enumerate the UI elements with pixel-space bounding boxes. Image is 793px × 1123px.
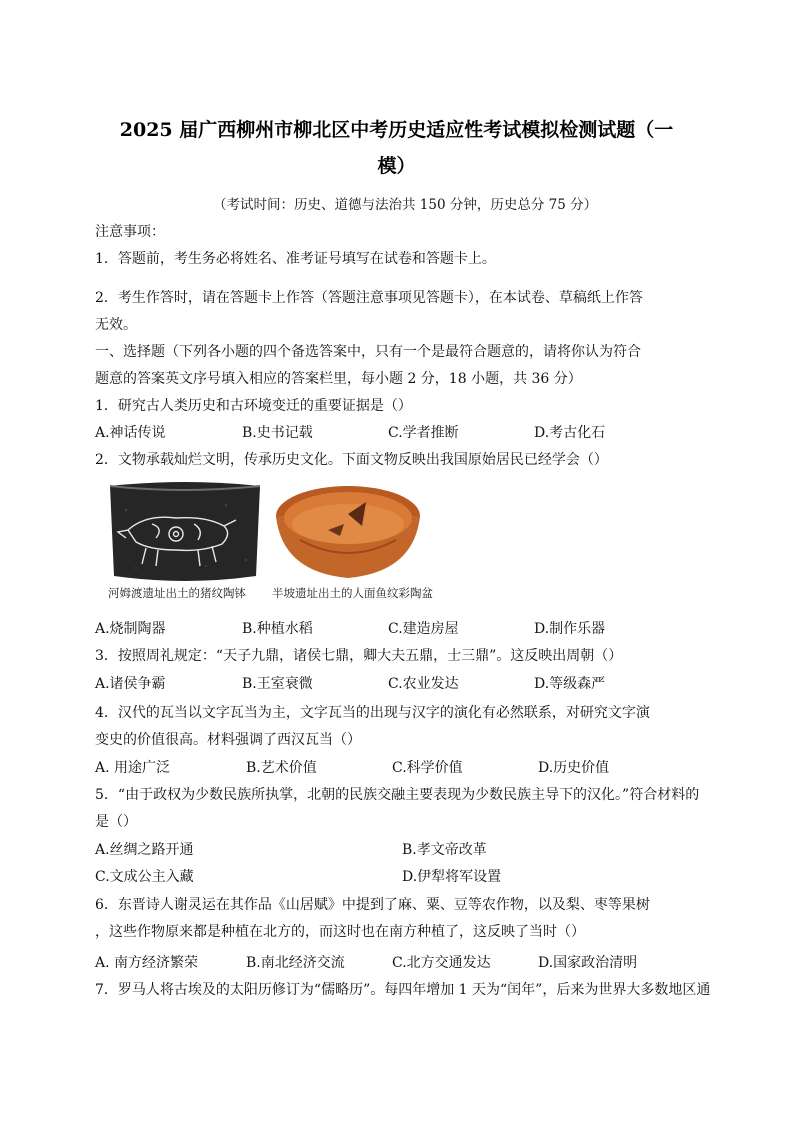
question-4-option-a[interactable]: A. 用途广泛	[95, 760, 171, 776]
question-5-stem: 5．“由于政权为少数民族所执掌，北朝的民族交融主要表现为少数民族主导下的汉化。”符合材料的	[95, 787, 700, 803]
notice-item-1: 1．答题前，考生务必将姓名、准考证号填写在试卷和答题卡上。	[95, 251, 496, 267]
pottery-caption-hemudu: 河姆渡遗址出土的猪纹陶钵	[108, 586, 246, 600]
painted-basin-image	[270, 480, 450, 602]
question-6-option-c[interactable]: C.北方交通发达	[392, 955, 491, 971]
question-4-option-b[interactable]: B.艺术价值	[246, 760, 317, 776]
pottery-caption-banpo: 半坡遗址出土的人面鱼纹彩陶盆	[272, 586, 433, 600]
question-5-option-a[interactable]: A.丝绸之路开通	[95, 842, 194, 858]
notice-item-2: 2．考生作答时，请在答题卡上作答（答题注意事项见答题卡），在本试卷、草稿纸上作答	[95, 290, 643, 306]
question-1-option-d[interactable]: D.考古化石	[534, 425, 606, 441]
notice-heading: 注意事项：	[95, 224, 165, 240]
question-2-stem: 2．文物承载灿烂文明，传承历史文化。下面文物反映出我国原始居民已经学会（）	[95, 452, 608, 468]
question-3-option-b[interactable]: B.王室衰微	[242, 676, 313, 692]
question-5-option-b[interactable]: B.孝文帝改革	[402, 842, 487, 858]
question-1-stem: 1．研究古人类历史和古环境变迁的重要证据是（）	[95, 398, 412, 414]
section-heading: 一、选择题（下列各小题的四个备选答案中，只有一个是最符合题意的，请将你认为符合	[95, 344, 641, 360]
question-6-stem: 6．东晋诗人谢灵运在其作品《山居赋》中提到了麻、粟、豆等农作物，以及梨、枣等果树	[95, 897, 650, 913]
question-5-option-c[interactable]: C.文成公主入藏	[95, 869, 194, 885]
question-7-stem: 7．罗马人将古埃及的太阳历修订为“儒略历”。每四年增加 1 天为“闰年”，后来为世界大多数地区通	[95, 982, 711, 998]
question-2-option-d[interactable]: D.制作乐器	[534, 621, 606, 637]
question-1-option-c[interactable]: C.学者推断	[388, 425, 459, 441]
question-2-option-b[interactable]: B.种植水稻	[242, 621, 313, 637]
page-title: 2025 届广西柳州市柳北区中考历史适应性考试模拟检测试题（一	[119, 119, 674, 141]
question-4-option-c[interactable]: C.科学价值	[392, 760, 463, 776]
question-1-option-b[interactable]: B.史书记载	[242, 425, 313, 441]
question-2-option-a[interactable]: A.烧制陶器	[95, 621, 166, 637]
question-3-option-c[interactable]: C.农业发达	[388, 676, 459, 692]
question-3-stem: 3．按照周礼规定：“天子九鼎，诸侯七鼎，卿大夫五鼎，士三鼎”。这反映出周朝（）	[95, 648, 623, 664]
page-title-continued: 模）	[377, 155, 416, 177]
question-6-option-a[interactable]: A. 南方经济繁荣	[95, 955, 199, 971]
question-5-option-d[interactable]: D.伊犁将军设置	[402, 869, 502, 885]
question-4-stem-continued: 变史的价值很高。材料强调了西汉瓦当（）	[95, 732, 361, 748]
question-1-option-a[interactable]: A.神话传说	[95, 425, 166, 441]
question-4-stem: 4．汉代的瓦当以文字瓦当为主，文字瓦当的出现与汉字的演化有必然联系，对研究文字演	[95, 705, 650, 721]
question-2-option-c[interactable]: C.建造房屋	[388, 621, 459, 637]
question-6-option-b[interactable]: B.南北经济交流	[246, 955, 345, 971]
question-6-option-d[interactable]: D.国家政治清明	[538, 955, 638, 971]
notice-item-2-continued: 无效。	[95, 317, 137, 333]
question-5-stem-continued: 是（）	[95, 814, 137, 830]
pig-pattern-pottery-image	[106, 480, 264, 602]
question-3-option-d[interactable]: D.等级森严	[534, 676, 606, 692]
exam-time-note: （考试时间：历史、道德与法治共 150 分钟，历史总分 75 分）	[213, 197, 598, 213]
question-4-option-d[interactable]: D.历史价值	[538, 760, 610, 776]
question-3-option-a[interactable]: A.诸侯争霸	[95, 676, 166, 692]
section-heading-continued: 题意的答案英文序号填入相应的答案栏里，每小题 2 分，18 小题，共 36 分）	[95, 371, 582, 387]
question-6-stem-continued: ，这些作物原来都是种植在北方的，而这时也在南方种植了，这反映了当时（）	[95, 924, 585, 940]
